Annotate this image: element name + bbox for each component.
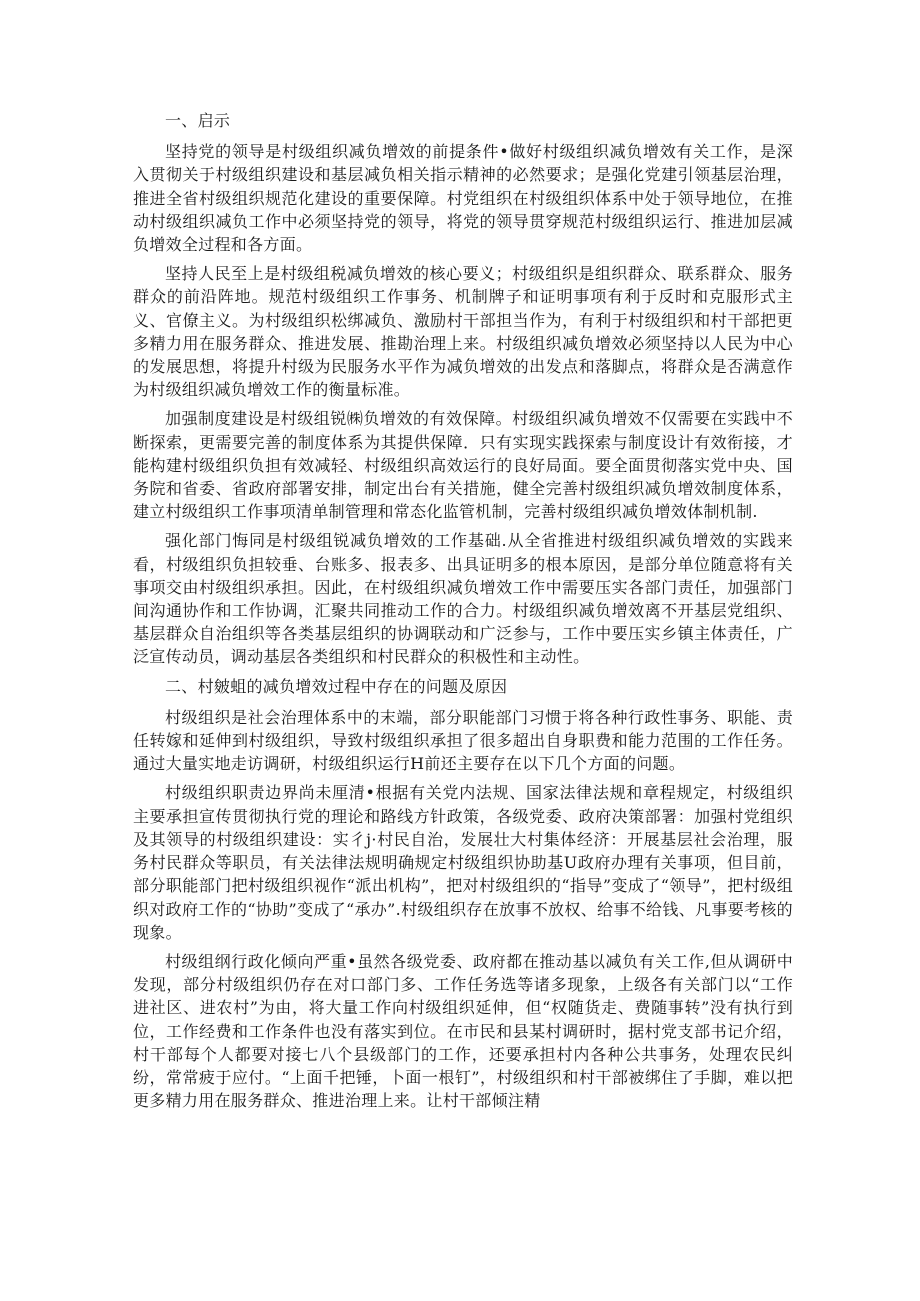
paragraph-institution-building: 加强制度建设是村级组锐㈱负增效的有效保障。村级组织减负增效不仅需要在实践中不断探索，更需要完善的制度体系为其提供保障．只有实现实践探索与制度设计有效衔接，才能构建村级组织负担有效减轻、村级组织高效运行的良好局面。要全面贯彻落实党中央、国务院和省委、省政府部署安排，制定出台有关措施，健全完善村级组织减负增效制度体系，建立村级组织工作事项清单制管理和常态化监管机制，完善村级组织减负增效体制机制.: [133, 409, 793, 522]
section-heading-2: 二、村皴蛆的减负增效过程中存在的问题及原因: [165, 676, 508, 696]
paragraph-party-leadership: 坚持党的领导是村级组织减负增效的前提条件•做好村级组织减负增效有关工作，是深入贯彻关于村级组织建设和基层减负相关指示精神的必然要求；是强化党建引领基层治理，推进全省村级组织规范化建设的重要保障。村党组织在村级组织体系中处于领导地位，在推动村级组织减负工作中必须坚持党的领导，将党的领导贯穿规范村级组织运行、推进加层减负增效全过程和各方面。: [133, 142, 793, 255]
paragraph-problems-intro: 村级组织是社会治理体系中的末端，部分职能部门习惯于将各种行政性事务、职能、责任转嫁和延伸到村级组织，导致村级组织承担了很多超出自身职费和能力范围的工作任务。通过大量实地走访调研，村级组织运行H前还主要存在以下几个方面的问题。: [133, 707, 793, 774]
paragraph-department-coordination: 强化部门悔同是村级组锐减负增效的工作基础.从全省推进村级组织减负增效的实践来看，村级组织负担较垂、台账多、报表多、出具证明多的根本原因，是部分单位随意将有关事项交由村级组织承担。因此，在村级组织减负增效工作中需要压实各部门责任，加强部门间沟通协作和工作协调，汇聚共同推动工作的合力。村级组织减负增效离不开基层党组织、基层群众自治组织等各类基层组织的协调联动和广泛参与，工作中要压实乡镇主体责任，广泛宣传动员，调动基层各类组织和村民群众的积极性和主动性。: [133, 531, 793, 667]
section-heading-1: 一、启示: [165, 111, 231, 130]
paragraph-administrative-tendency: 村级组纲行政化倾向严重•虽然各级党委、政府都在推动基以减负有关工作,但从调研中发现，部分村级组织仍存在对口部门多、工作任务选等诸多现象，上级各有关部门以“工作进社区、进农村”为由，将大量工作向村级组织延伸，但“权随货走、费随事转”没有执行到位，工作经费和工作条件也没有落实到位。在市民和县某村调研时，据村党支部书记介绍，村干部每个人都要对接七八个县级部门的工作，还要承担村内各种公共事务，处理农民纠纷，常常疲于应付。“上面千把锤，卜面一根钉”，村级组织和村干部被绑住了手脚，难以把更多精力用在服务群众、推进治理上来。让村干部倾注精: [133, 951, 793, 1111]
paragraph-people-first: 坚持人民至上是村级组税减负增效的核心要义；村级组织是组织群众、联系群众、服务群众的前沿阵地。规范村级组织工作事务、机制牌子和证明事项有利于反时和克服形式主义、官僚主义。为村级组织松绑减负、激励村干部担当作为，有利于村级组织和村干部把更多精力用在服务群众、推进发展、推勘治理上来。村级组织减负增效必须坚持以人民为中心的发展思想，将提升村级为民服务水平作为减负增效的出发点和落脚点，将群众是否满意作为村级组织减负增效工作的衡量标准。: [133, 264, 793, 400]
document-page: [133, 109, 793, 1118]
paragraph-unclear-boundaries: 村级组织职责边界尚未厘清•根据有关党内法规、国家法律法规和章程规定，村级组织主要承担宣传贯彻执行党的理论和路线方针政策，各级党委、政府决策部署：加强村党组织及其领导的村级组织建设：实彳j·村民自治，发展壮大村集体经济：开展基层社会治理，服务村民群众等职员，有关法律法规明确规定村级组织协助基U政府办理有关事项，但目前，部分职能部门把村级组织视作“派出机构”，把对村级组织的“指导”变成了“领导”，把村级组织对政府工作的“协助”变成了“承办”.村级组织存在放事不放权、给事不给钱、凡事要考核的现象。: [133, 783, 793, 942]
